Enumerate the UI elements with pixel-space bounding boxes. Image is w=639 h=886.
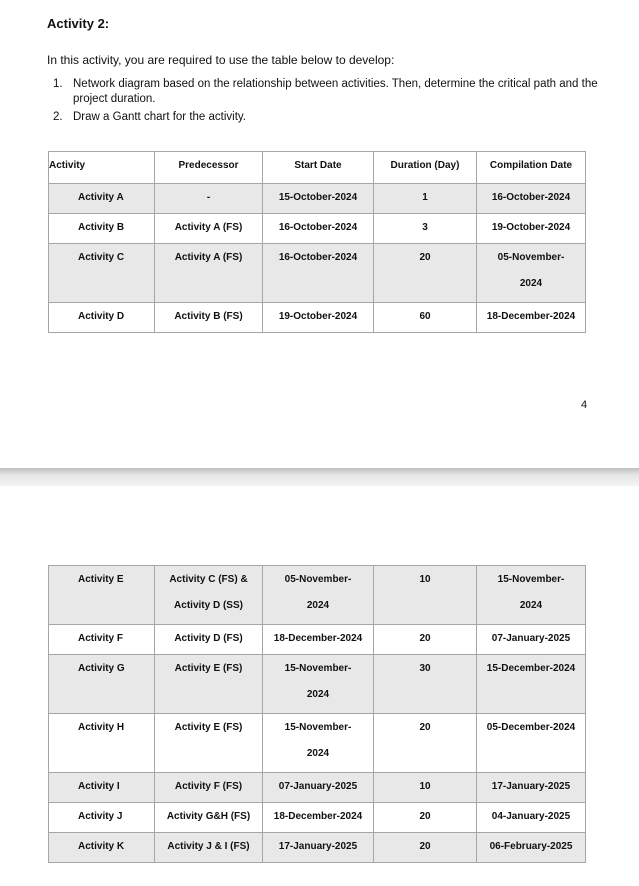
cell-activity: Activity G [49, 655, 155, 714]
header-start-date: Start Date [263, 152, 374, 184]
cell-duration: 20 [374, 803, 477, 833]
completion-line-2: 2024 [519, 600, 543, 611]
start-line-1: 15-November- [284, 722, 352, 733]
cell-completion-date: 19-October-2024 [477, 214, 586, 244]
cell-completion-date: 15-December-2024 [477, 655, 586, 714]
cell-completion-date: 16-October-2024 [477, 184, 586, 214]
cell-duration: 20 [374, 714, 477, 773]
task-text-2: Draw a Gantt chart for the activity. [73, 111, 246, 123]
cell-start-date: 07-January-2025 [263, 773, 374, 803]
cell-start-date: 16-October-2024 [263, 214, 374, 244]
header-duration: Duration (Day) [374, 152, 477, 184]
cell-predecessor: Activity E (FS) [155, 655, 263, 714]
cell-completion-date [477, 244, 586, 303]
predecessor-line-1: Activity C (FS) & [169, 574, 248, 585]
cell-duration: 10 [374, 773, 477, 803]
cell-duration: 1 [374, 184, 477, 214]
cell-completion-date [477, 566, 586, 625]
cell-completion-date: 06-February-2025 [477, 833, 586, 863]
cell-activity: Activity J [49, 803, 155, 833]
cell-activity: Activity A [49, 184, 155, 214]
table-row [49, 833, 586, 863]
cell-activity: Activity H [49, 714, 155, 773]
cell-start-date: 17-January-2025 [263, 833, 374, 863]
cell-predecessor: - [155, 184, 263, 214]
start-line-2: 2024 [306, 748, 330, 759]
predecessor-line-2: Activity D (SS) [174, 600, 243, 611]
cell-start-date: 18-December-2024 [263, 803, 374, 833]
cell-duration: 20 [374, 833, 477, 863]
page-number: 4 [581, 399, 588, 411]
activity-title: Activity 2: [47, 16, 110, 31]
cell-completion-date: 07-January-2025 [477, 625, 586, 655]
cell-start-date: 16-October-2024 [263, 244, 374, 303]
page-separator [0, 468, 639, 486]
cell-start-date: 19-October-2024 [263, 303, 374, 333]
header-activity: Activity [49, 152, 155, 184]
cell-predecessor: Activity J & I (FS) [155, 833, 263, 863]
document-page-bottom [0, 486, 639, 886]
activity-table-part-2 [48, 565, 586, 863]
cell-completion-date: 18-December-2024 [477, 303, 586, 333]
cell-activity: Activity F [49, 625, 155, 655]
start-line-2: 2024 [306, 689, 330, 700]
cell-duration: 20 [374, 625, 477, 655]
task-item-2 [53, 110, 611, 125]
cell-activity: Activity C [49, 244, 155, 303]
cell-duration: 60 [374, 303, 477, 333]
table-row [49, 214, 586, 244]
cell-predecessor [155, 566, 263, 625]
start-line-1: 05-November- [284, 574, 352, 585]
task-item-1 [53, 77, 611, 107]
cell-predecessor: Activity E (FS) [155, 714, 263, 773]
cell-duration: 10 [374, 566, 477, 625]
cell-start-date [263, 655, 374, 714]
cell-start-date: 18-December-2024 [263, 625, 374, 655]
completion-line-2: 2024 [519, 278, 543, 289]
intro-paragraph: In this activity, you are required to use the table below to develop: [47, 53, 395, 67]
cell-activity: Activity K [49, 833, 155, 863]
cell-activity: Activity E [49, 566, 155, 625]
cell-predecessor: Activity A (FS) [155, 244, 263, 303]
activity-table-part-1 [48, 151, 586, 333]
cell-start-date [263, 566, 374, 625]
cell-activity: Activity I [49, 773, 155, 803]
header-completion-date: Compilation Date [477, 152, 586, 184]
task-number-2: 2. [53, 111, 63, 123]
cell-completion-date: 05-December-2024 [477, 714, 586, 773]
cell-predecessor: Activity B (FS) [155, 303, 263, 333]
table-row [49, 803, 586, 833]
cell-activity: Activity D [49, 303, 155, 333]
table-row [49, 655, 586, 714]
cell-predecessor: Activity G&H (FS) [155, 803, 263, 833]
cell-duration: 20 [374, 244, 477, 303]
table-row [49, 773, 586, 803]
start-line-2: 2024 [306, 600, 330, 611]
completion-line-1: 05-November- [497, 252, 565, 263]
task-number-1: 1. [53, 78, 63, 90]
table-row [49, 303, 586, 333]
table-row [49, 625, 586, 655]
cell-completion-date: 04-January-2025 [477, 803, 586, 833]
cell-duration: 30 [374, 655, 477, 714]
cell-predecessor: Activity D (FS) [155, 625, 263, 655]
cell-duration: 3 [374, 214, 477, 244]
cell-activity: Activity B [49, 214, 155, 244]
table-header-row [49, 152, 586, 184]
completion-line-1: 15-November- [497, 574, 565, 585]
table-row [49, 244, 586, 303]
task-text-1: Network diagram based on the relationship between activities. Then, determine the critical path and the project duration. [73, 78, 598, 105]
table-row [49, 184, 586, 214]
header-predecessor: Predecessor [155, 152, 263, 184]
table-row [49, 566, 586, 625]
task-list [47, 77, 611, 128]
table-row [49, 714, 586, 773]
cell-predecessor: Activity A (FS) [155, 214, 263, 244]
cell-start-date [263, 714, 374, 773]
cell-start-date: 15-October-2024 [263, 184, 374, 214]
cell-completion-date: 17-January-2025 [477, 773, 586, 803]
cell-predecessor: Activity F (FS) [155, 773, 263, 803]
start-line-1: 15-November- [284, 663, 352, 674]
